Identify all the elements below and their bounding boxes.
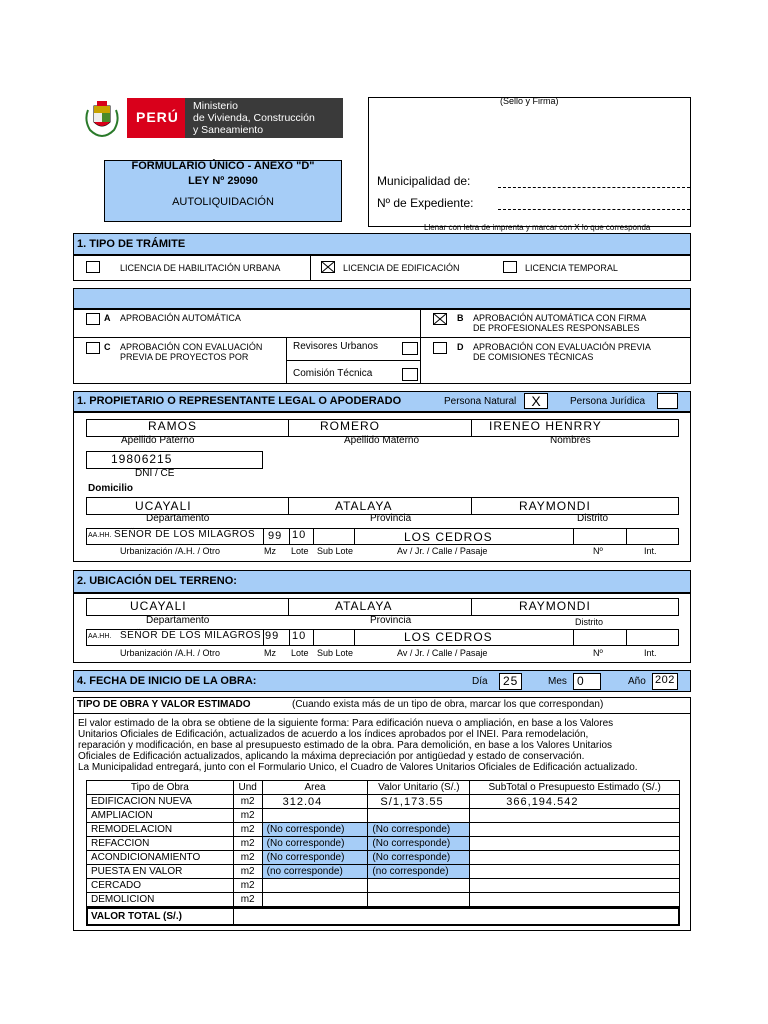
domicilio-mz-value[interactable]: 99	[268, 530, 283, 542]
table-row	[87, 837, 680, 851]
table-row	[87, 851, 680, 865]
obra-paragraph-5: La Municipalidad entregará, junto con el Formulario Unico, el Cuadro de Valores Unitarios Oficiales de Edificación actualizado.	[78, 762, 638, 773]
area-cell[interactable]: (No corresponde)	[262, 837, 368, 851]
obra-paragraph-4: Oficiales de Edificación actualizados, aplicando la máxima depreciación por antigüedad y estado de conservación.	[78, 751, 585, 762]
ubicacion-provincia-label: Provincia	[370, 615, 412, 626]
area-cell[interactable]: (No corresponde)	[262, 851, 368, 865]
valor-cell[interactable]: S/1,173.55	[368, 795, 470, 809]
col-area-header: Area	[262, 781, 368, 795]
modalidad-c-line-1: APROBACIÓN CON EVALUACIÓN	[120, 342, 263, 352]
table-row	[87, 879, 680, 893]
revisores-label: Revisores Urbanos	[293, 341, 379, 352]
total-label: VALOR TOTAL (S/.)	[91, 911, 182, 922]
ubicacion-sublote-label: Sub Lote	[317, 648, 354, 658]
municipality-field[interactable]	[498, 176, 690, 188]
modalidad-a-letter: A	[104, 313, 111, 323]
domicilio-av-label: Av / Jr. / Calle / Pasaje	[397, 546, 488, 556]
seal-label: (Sello y Firma)	[500, 96, 559, 106]
modalidad-b-line-1: APROBACIÓN AUTOMÁTICA CON FIRMA	[473, 313, 647, 323]
total-value-field[interactable]	[234, 909, 678, 924]
area-cell[interactable]	[262, 809, 368, 823]
section-obra-note: (Cuando exista más de un tipo de obra, marcar los que correspondan)	[292, 699, 604, 710]
subtotal-cell[interactable]	[470, 823, 680, 837]
domicilio-departamento-label: Departamento	[146, 513, 210, 524]
checkbox-revisores[interactable]	[402, 342, 418, 355]
ubicacion-distrito-label: Distrito	[575, 617, 604, 627]
area-cell[interactable]	[262, 879, 368, 893]
option-edificacion: LICENCIA DE EDIFICACIÓN	[343, 263, 460, 273]
ubicacion-mz-value[interactable]: 99	[265, 630, 280, 642]
ubicacion-lote-value[interactable]: 10	[292, 630, 307, 642]
tipo-cell: REMODELACION	[87, 823, 234, 837]
apellido-materno-value[interactable]: ROMERO	[320, 419, 380, 433]
tipo-cell: ACONDICIONAMIENTO	[87, 851, 234, 865]
modalidad-c-line-2: PREVIA DE PROYECTOS POR	[120, 352, 249, 362]
col-valor-header: Valor Unitario (S/.)	[368, 781, 470, 795]
domicilio-distrito-value[interactable]: RAYMONDI	[519, 499, 591, 513]
nombres-value[interactable]: IRENEO HENRRY	[489, 419, 602, 433]
domicilio-sublote-label: Sub Lote	[317, 546, 354, 556]
und-cell: m2	[233, 795, 262, 809]
modalidad-b-letter: B	[457, 313, 464, 323]
option-habilitacion: LICENCIA DE HABILITACIÓN URBANA	[120, 263, 281, 273]
und-cell: m2	[233, 851, 262, 865]
nombres-label: Nombres	[550, 435, 591, 446]
tipo-cell: REFACCION	[87, 837, 234, 851]
section-fecha-title: 4. FECHA DE INICIO DE LA OBRA:	[77, 675, 257, 687]
valor-cell[interactable]	[368, 893, 470, 907]
domicilio-departamento-value[interactable]: UCAYALI	[135, 499, 192, 513]
table-row	[87, 795, 680, 809]
und-cell: m2	[233, 837, 262, 851]
subtotal-cell[interactable]: 366,194.542	[470, 795, 680, 809]
subtotal-cell[interactable]	[470, 893, 680, 907]
checkbox-habilitacion[interactable]	[86, 261, 100, 273]
tipo-cell: AMPLIACION	[87, 809, 234, 823]
col-und-header: Und	[233, 781, 262, 795]
ministry-line-2: de Vivienda, Construcción	[193, 112, 315, 124]
option-temporal: LICENCIA TEMPORAL	[525, 263, 618, 273]
domicilio-urb-value[interactable]: SEÑOR DE LOS MILAGROS	[114, 529, 256, 540]
peru-label: PERÚ	[136, 109, 179, 125]
valor-cell[interactable]: (no corresponde)	[368, 865, 470, 879]
valor-cell[interactable]	[368, 879, 470, 893]
domicilio-lote-value[interactable]: 10	[292, 529, 307, 541]
modalidad-d-line-1: APROBACIÓN CON EVALUACIÓN PREVIA	[473, 342, 651, 352]
obra-paragraph-2: Unitarios Oficiales de Edificación, actualizados de acuerdo a los índices aprobados por el INEI. Para remodelación,	[78, 729, 589, 740]
mes-label: Mes	[548, 676, 567, 687]
checkbox-modalidad-b[interactable]	[433, 313, 447, 325]
ubicacion-provincia-value[interactable]: ATALAYA	[335, 599, 393, 613]
domicilio-urb-label: Urbanización /A.H. / Otro	[120, 546, 221, 556]
area-cell[interactable]: (no corresponde)	[262, 865, 368, 879]
ubicacion-departamento-label: Departamento	[146, 615, 210, 626]
modalidad-a-text: APROBACIÓN AUTOMÁTICA	[120, 313, 241, 323]
coat-of-arms-icon	[84, 100, 120, 138]
domicilio-num-label: Nº	[593, 546, 603, 556]
ubicacion-num-label: Nº	[593, 648, 603, 658]
area-cell[interactable]	[262, 893, 368, 907]
checkbox-modalidad-d[interactable]	[433, 342, 447, 354]
ubicacion-urb-type: AA.HH.	[88, 633, 112, 640]
domicilio-distrito-label: Distrito	[577, 513, 609, 524]
persona-natural-checkbox[interactable]: X	[524, 393, 548, 409]
modalidad-d-letter: D	[457, 342, 464, 352]
col-subtotal-header: SubTotal o Presupuesto Estimado (S/.)	[470, 781, 680, 795]
area-cell[interactable]: (No corresponde)	[262, 823, 368, 837]
valor-cell[interactable]: (No corresponde)	[368, 837, 470, 851]
checkbox-modalidad-c[interactable]	[86, 342, 100, 354]
file-number-label: Nº de Expediente:	[377, 196, 474, 210]
table-row	[87, 823, 680, 837]
municipality-label: Municipalidad de:	[377, 174, 471, 188]
anio-label: Año	[628, 676, 646, 687]
domicilio-provincia-label: Provincia	[370, 513, 412, 524]
ubicacion-av-value[interactable]: LOS CEDROS	[404, 630, 493, 644]
tipo-cell: CERCADO	[87, 879, 234, 893]
form-title: FORMULARIO ÚNICO - ANEXO "D"	[131, 160, 315, 172]
checkbox-edificacion[interactable]	[321, 261, 335, 273]
und-cell: m2	[233, 865, 262, 879]
domicilio-provincia-value[interactable]: ATALAYA	[335, 499, 393, 513]
und-cell: m2	[233, 893, 262, 907]
modalidad-b-line-2: DE PROFESIONALES RESPONSABLES	[473, 323, 640, 333]
ubicacion-urb-value[interactable]: SEÑOR DE LOS MILAGROS	[120, 630, 262, 641]
section-modalidad-header	[73, 288, 691, 309]
ubicacion-departamento-value[interactable]: UCAYALI	[130, 599, 187, 613]
section-obra-title: TIPO DE OBRA Y VALOR ESTIMADO	[77, 699, 251, 710]
checkbox-comision[interactable]	[402, 368, 418, 381]
subtotal-cell[interactable]	[470, 865, 680, 879]
domicilio-mz-label: Mz	[264, 546, 276, 556]
und-cell: m2	[233, 823, 262, 837]
col-tipo-header: Tipo de Obra	[87, 781, 234, 795]
valor-cell[interactable]: (No corresponde)	[368, 823, 470, 837]
persona-juridica-label: Persona Jurídica	[570, 396, 646, 407]
ministry-line-1: Ministerio	[193, 100, 238, 112]
und-cell: m2	[233, 809, 262, 823]
checkbox-temporal[interactable]	[503, 261, 517, 273]
table-row	[87, 893, 680, 907]
domicilio-int-label: Int.	[644, 546, 657, 556]
obra-paragraph-3: reparación y modificación, en base al presupuesto estimado de la obra. Para demolición, en base a los Valores Unitarios	[78, 740, 613, 751]
tipo-cell: DEMOLICION	[87, 893, 234, 907]
mes-field[interactable]: 0	[573, 673, 601, 690]
domicilio-urb-type: AA.HH.	[88, 532, 112, 539]
form-subtitle: AUTOLIQUIDACIÓN	[172, 196, 274, 208]
ubicacion-mz-label: Mz	[264, 648, 276, 658]
apellido-paterno-value[interactable]: RAMOS	[148, 419, 198, 433]
tipo-cell: EDIFICACION NUEVA	[87, 795, 234, 809]
ubicacion-urb-label: Urbanización /A.H. / Otro	[120, 648, 221, 658]
subtotal-cell[interactable]	[470, 851, 680, 865]
apellido-paterno-label: Apellido Paterno	[121, 435, 195, 446]
ubicacion-distrito-value[interactable]: RAYMONDI	[519, 599, 591, 613]
comision-label: Comisión Técnica	[293, 368, 373, 379]
obra-paragraph-1: El valor estimado de la obra se obtiene de la siguiente forma: Para edificación nueva o ampliación, en base a los Valores	[78, 718, 614, 729]
section-ubicacion-title: 2. UBICACIÓN DEL TERRENO:	[77, 575, 237, 587]
valor-cell[interactable]: (No corresponde)	[368, 851, 470, 865]
domicilio-av-value[interactable]: LOS CEDROS	[404, 530, 493, 544]
ministry-line-3: y Saneamiento	[193, 124, 264, 136]
modalidad-d-line-2: DE COMISIONES TÉCNICAS	[473, 352, 594, 362]
table-row	[87, 809, 680, 823]
section-tramite-title: 1. TIPO DE TRÁMITE	[77, 238, 186, 250]
modalidad-c-letter: C	[104, 342, 111, 352]
subtotal-cell[interactable]	[470, 809, 680, 823]
dni-label: DNI / CE	[135, 468, 175, 479]
peru-logo	[127, 98, 343, 138]
domicilio-lote-label: Lote	[291, 546, 309, 556]
und-cell: m2	[233, 879, 262, 893]
dni-value: 19806215	[111, 452, 173, 466]
obra-table	[86, 780, 680, 907]
anio-field[interactable]: 202	[652, 673, 678, 690]
dia-field[interactable]: 25	[499, 673, 522, 690]
persona-juridica-checkbox[interactable]	[657, 393, 678, 409]
ubicacion-int-label: Int.	[644, 648, 657, 658]
table-row	[87, 865, 680, 879]
instructions-text: Llenar con letra de imprenta y marcar con X lo que corresponda	[424, 223, 651, 232]
law-number: LEY Nº 29090	[188, 175, 258, 187]
domicilio-label: Domicilio	[88, 483, 134, 494]
persona-natural-label: Persona Natural	[444, 396, 517, 407]
apellido-materno-label: Apellido Materno	[344, 435, 420, 446]
ubicacion-av-label: Av / Jr. / Calle / Pasaje	[397, 648, 488, 658]
ubicacion-lote-label: Lote	[291, 648, 309, 658]
checkbox-modalidad-a[interactable]	[86, 313, 100, 325]
dia-label: Día	[472, 676, 488, 687]
valor-cell[interactable]	[368, 809, 470, 823]
section-propietario-title: 1. PROPIETARIO O REPRESENTANTE LEGAL O APODERADO	[77, 395, 402, 407]
obra-table-header	[87, 781, 680, 795]
subtotal-cell[interactable]	[470, 837, 680, 851]
subtotal-cell[interactable]	[470, 879, 680, 893]
file-number-field[interactable]	[498, 198, 690, 210]
area-cell[interactable]: 312.04	[262, 795, 368, 809]
tipo-cell: PUESTA EN VALOR	[87, 865, 234, 879]
